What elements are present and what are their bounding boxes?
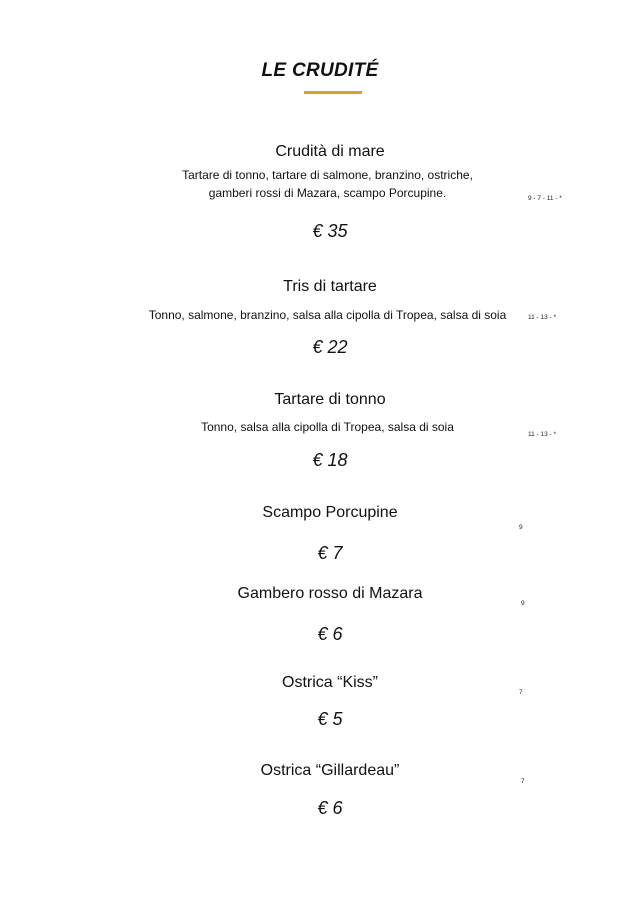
item-allergens: 9 [519, 524, 523, 531]
item-name: Tartare di tonno [274, 391, 386, 408]
item-allergens: 9 [521, 600, 525, 607]
item-description-line: Tonno, salmone, branzino, salsa alla cipolla di Tropea, salsa di soia [148, 308, 507, 322]
item-name: Scampo Porcupine [262, 504, 398, 521]
item-price: € 6 [317, 624, 343, 644]
item-name: Crudità di mare [275, 143, 385, 160]
item-price: € 7 [317, 543, 343, 563]
item-allergens: 7 [519, 689, 523, 696]
item-description-line: Tartare di tonno, tartare di salmone, branzino, ostriche, [182, 168, 473, 182]
menu-title: LE CRUDITÉ [261, 60, 379, 81]
item-price: € 35 [312, 221, 348, 241]
item-price: € 22 [312, 337, 348, 357]
item-allergens: 11 - 13 - * [528, 314, 557, 321]
item-price: € 18 [312, 450, 348, 470]
item-name: Ostrica “Kiss” [282, 674, 378, 691]
item-allergens: 9 - 7 - 11 - * [528, 195, 562, 202]
item-name: Ostrica “Gillardeau” [260, 762, 400, 779]
item-name: Gambero rosso di Mazara [237, 585, 423, 602]
item-description-line: gamberi rossi di Mazara, scampo Porcupine. [208, 186, 447, 200]
item-allergens: 7 [521, 778, 525, 785]
item-name: Tris di tartare [283, 278, 377, 295]
item-price: € 6 [317, 798, 343, 818]
item-description-line: Tonno, salsa alla cipolla di Tropea, salsa di soia [201, 420, 454, 434]
title-underline [304, 91, 362, 94]
item-price: € 5 [317, 709, 343, 729]
item-allergens: 11 - 13 - * [528, 431, 557, 438]
